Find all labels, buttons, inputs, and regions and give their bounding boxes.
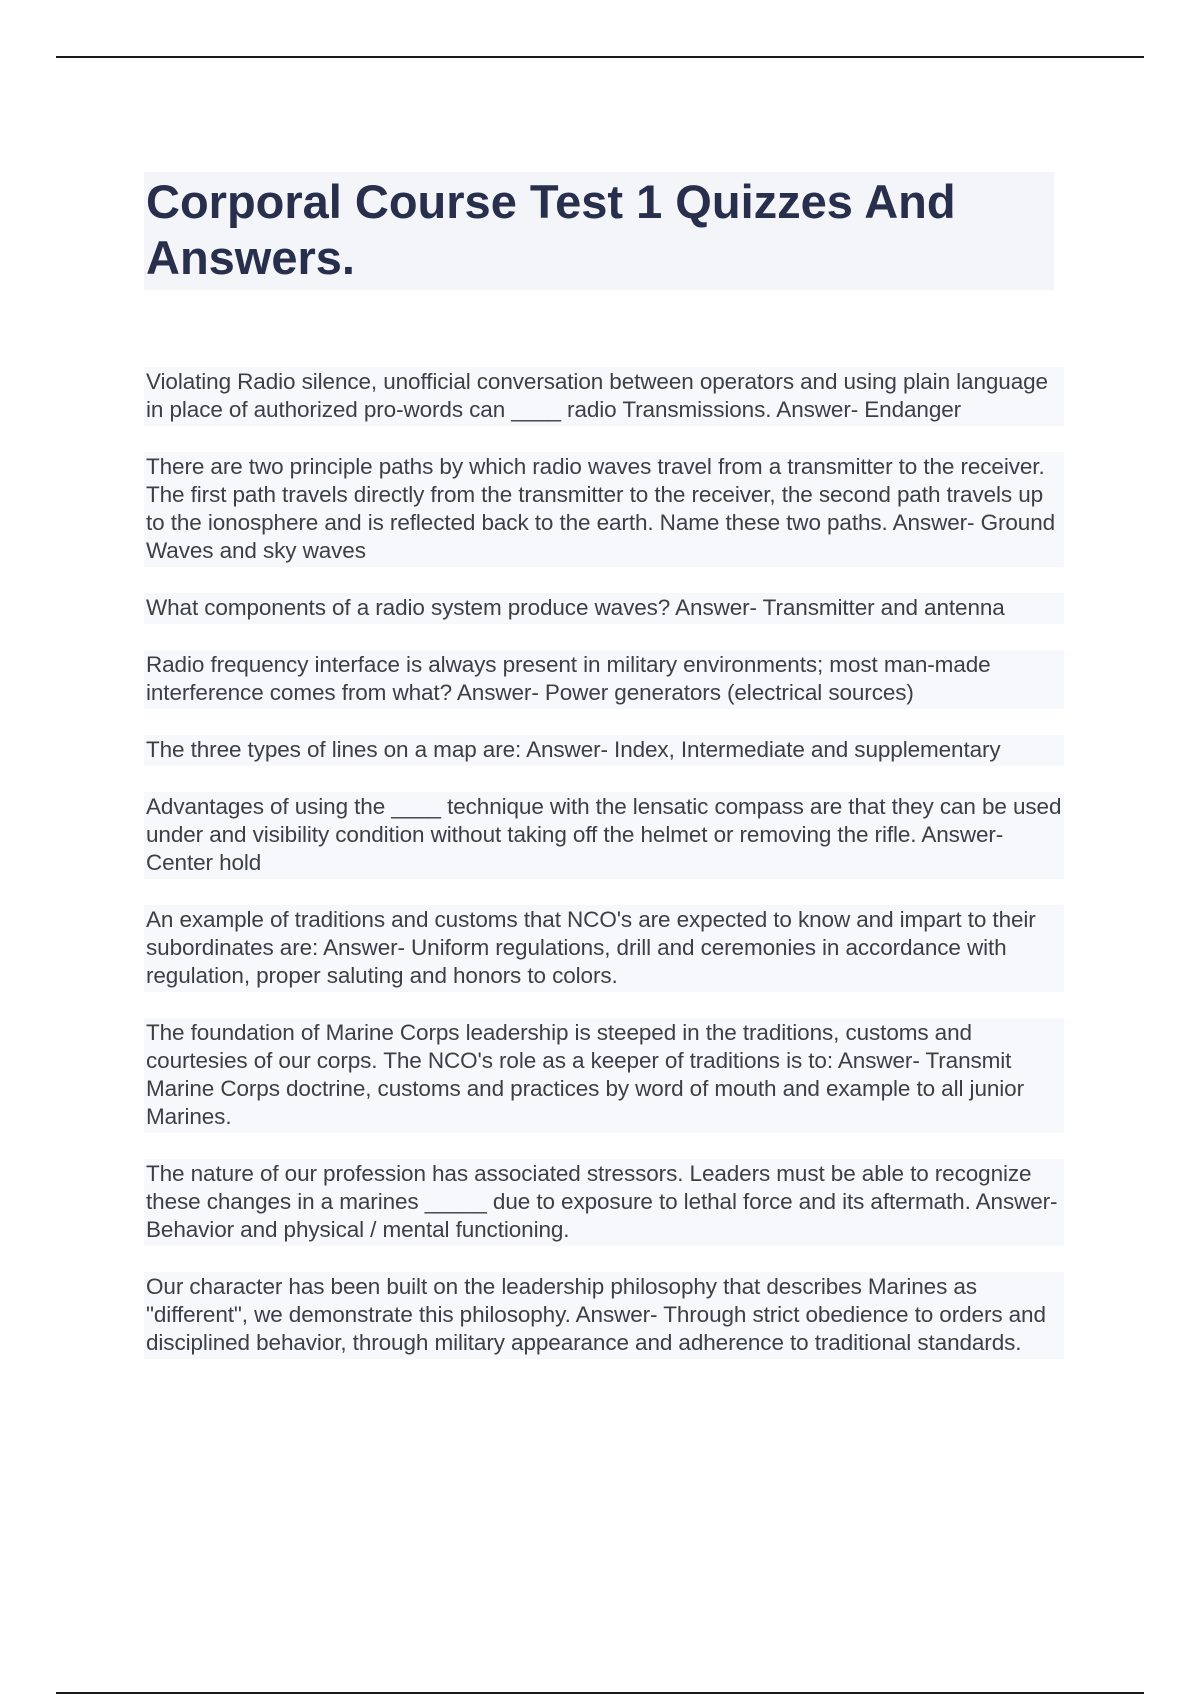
qa-item-6: Advantages of using the ____ technique with the lensatic compass are that they can be used under and visibility condition without taking off the helmet or removing the rifle. Answer- Center hold xyxy=(144,792,1064,879)
qa-item-1: Violating Radio silence, unofficial conversation between operators and using plain language in place of authorized pro-words can ____ radio Transmissions. Answer- Endanger xyxy=(144,367,1064,426)
qa-item-2: There are two principle paths by which radio waves travel from a transmitter to the receiver. The first path travels directly from the transmitter to the receiver, the second path travels up to the ionosphere and is reflected back to the earth. Name these two paths. Answer- Ground Waves and sky waves xyxy=(144,452,1064,567)
footer-rule xyxy=(56,1692,1144,1694)
header-rule xyxy=(56,56,1144,58)
qa-item-7: An example of traditions and customs that NCO's are expected to know and impart to their subordinates are: Answer- Uniform regulations, drill and ceremonies in accordance with regulation, proper saluting and honors to colors. xyxy=(144,905,1064,992)
document-title: Corporal Course Test 1 Quizzes And Answers. xyxy=(146,175,956,284)
title-block xyxy=(144,172,1054,290)
qa-list xyxy=(144,367,1064,1385)
qa-item-5: The three types of lines on a map are: Answer- Index, Intermediate and supplementary xyxy=(144,735,1064,766)
qa-item-4: Radio frequency interface is always present in military environments; most man-made interference comes from what? Answer- Power generators (electrical sources) xyxy=(144,650,1064,709)
qa-item-9: The nature of our profession has associated stressors. Leaders must be able to recognize these changes in a marines _____ due to exposure to lethal force and its aftermath. Answer- Behavior and physical / mental functioning. xyxy=(144,1159,1064,1246)
qa-item-3: What components of a radio system produce waves? Answer- Transmitter and antenna xyxy=(144,593,1064,624)
qa-item-10: Our character has been built on the leadership philosophy that describes Marines as "different", we demonstrate this philosophy. Answer- Through strict obedience to orders and disciplined behavior, through military appearance and adherence to traditional standards. xyxy=(144,1272,1064,1359)
qa-item-8: The foundation of Marine Corps leadership is steeped in the traditions, customs and courtesies of our corps. The NCO's role as a keeper of traditions is to: Answer- Transmit Marine Corps doctrine, customs and practices by word of mouth and example to all junior Marines. xyxy=(144,1018,1064,1133)
